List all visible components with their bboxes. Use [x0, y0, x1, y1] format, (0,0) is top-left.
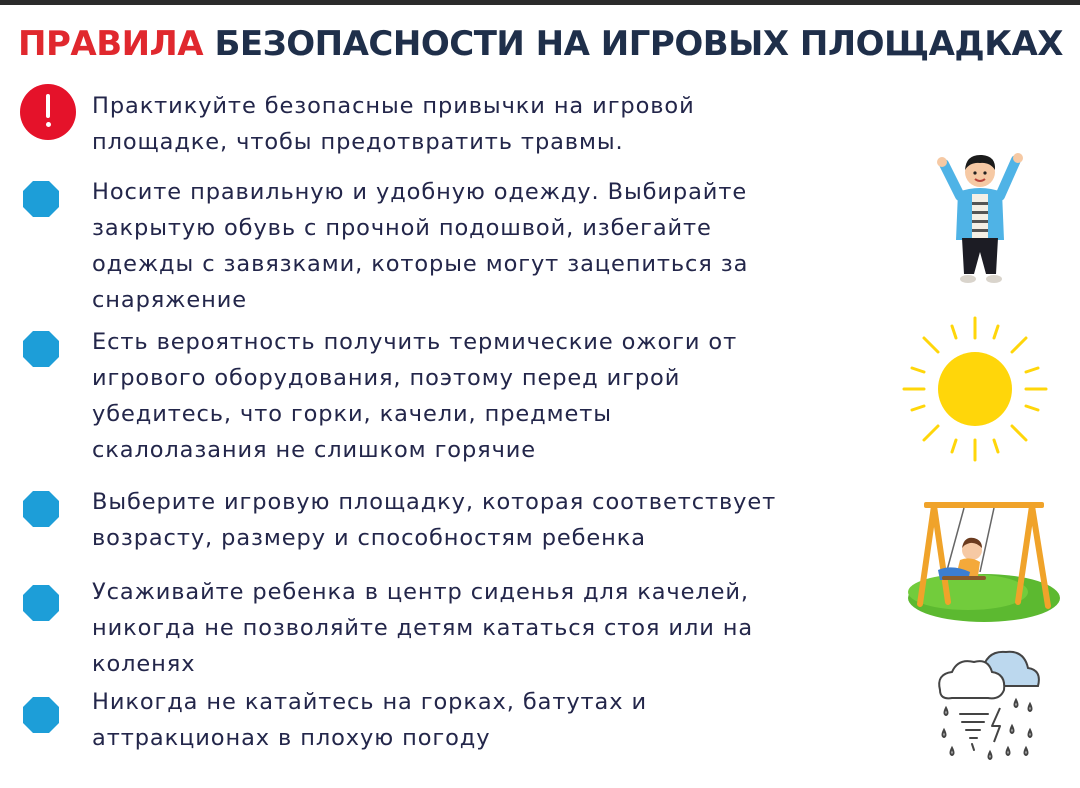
blue-octagon-bullet-icon [22, 490, 60, 528]
child-icon [930, 148, 1030, 300]
blue-octagon-bullet-icon [22, 584, 60, 622]
title-highlight: ПРАВИЛА [18, 24, 204, 64]
rule-text: Усаживайте ребенка в центр сиденья для качелей, никогда не позволяйте детям кататься стоя или на коленях [92, 579, 754, 677]
blue-octagon-bullet-icon [22, 696, 60, 734]
rule-text: Носите правильную и удобную одежду. Выбирайте закрытую обувь с прочной подошвой, избегайте одежды с завязками, которые могут зацепиться за снаряжение [92, 179, 749, 313]
swing-icon [908, 494, 1060, 628]
title-rest: БЕЗОПАСНОСТИ НА ИГРОВЫХ ПЛОЩАДКАХ [214, 24, 1064, 64]
page-title [18, 22, 1063, 66]
rule-text: Никогда не катайтесь на горках, батутах и аттракционах в плохую погоду [92, 689, 648, 751]
storm-cloud-icon [930, 644, 1042, 768]
warning-icon [20, 84, 76, 140]
blue-octagon-bullet-icon [22, 330, 60, 368]
top-border [0, 0, 1080, 5]
rule-text: Выберите игровую площадку, которая соответствует возрасту, размеру и способностям ребенка [92, 489, 777, 551]
sun-icon [902, 316, 1048, 466]
blue-octagon-bullet-icon [22, 180, 60, 218]
rule-text: Есть вероятность получить термические ожоги от игрового оборудования, поэтому перед игрой убедитесь, что горки, качели, предметы скалолазания не слишком горячие [92, 329, 738, 463]
rule-text: Практикуйте безопасные привычки на игровой площадке, чтобы предотвратить травмы. [92, 93, 695, 155]
